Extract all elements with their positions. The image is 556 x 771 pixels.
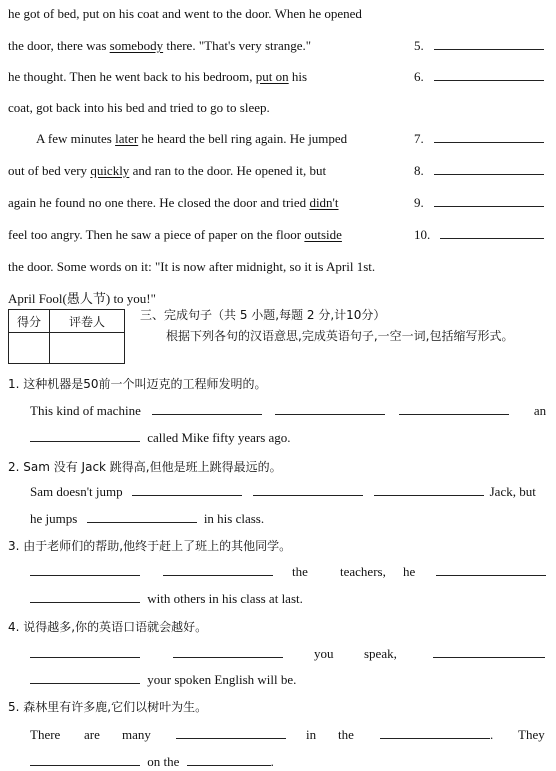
period: . — [270, 754, 274, 769]
text: Jack, but — [489, 484, 536, 499]
text: Sam doesn't jump — [30, 484, 123, 499]
answer-line-7[interactable] — [414, 131, 544, 147]
story-line-5 — [36, 131, 347, 147]
answer-line-8[interactable] — [414, 163, 544, 179]
q4-line-1 — [30, 646, 283, 662]
answer-blank[interactable] — [30, 673, 140, 684]
q3-blank-end[interactable] — [436, 564, 546, 580]
text: his — [288, 69, 308, 84]
answer-number: 8. — [414, 163, 424, 178]
answer-blank[interactable] — [380, 728, 490, 739]
text: This kind of machine — [30, 403, 141, 418]
answer-blank[interactable] — [434, 196, 544, 207]
text: in his class. — [203, 511, 265, 526]
period: . — [490, 727, 494, 742]
q4-blank-end[interactable] — [433, 646, 545, 662]
story-line-3 — [8, 69, 307, 85]
answer-blank[interactable] — [30, 565, 140, 576]
answer-blank[interactable] — [433, 647, 545, 658]
underlined-word: outside — [304, 227, 342, 242]
answer-number: 5. — [414, 38, 424, 53]
grader-header: 评卷人 — [50, 310, 125, 333]
underlined-word: put on — [255, 69, 289, 84]
q3-line-1 — [30, 564, 273, 580]
text: your spoken English will be. — [147, 672, 297, 687]
answer-blank[interactable] — [399, 404, 509, 415]
text: with others in his class at last. — [147, 591, 303, 606]
text: called Mike fifty years ago. — [147, 430, 291, 445]
answer-blank[interactable] — [173, 647, 283, 658]
q4-line-2 — [30, 672, 296, 688]
q5-blank-2[interactable] — [380, 727, 493, 743]
q3-line-2 — [30, 591, 303, 607]
text: he heard the bell ring again. He jumped — [138, 131, 348, 146]
question-3-chinese: 3. 由于老师们的帮助,他终于赶上了班上的其他同学。 — [8, 539, 292, 553]
answer-number: 10. — [414, 227, 431, 242]
q5-word-many: many — [122, 727, 151, 742]
q4-word-you: you — [314, 646, 334, 661]
question-1-chinese: 1. 这种机器是50前一个叫迈克的工程师发明的。 — [8, 377, 267, 391]
answer-blank[interactable] — [253, 485, 363, 496]
text: he thought. Then he went back to his bedroom, — [8, 69, 256, 84]
answer-blank[interactable] — [132, 485, 242, 496]
question-5-chinese: 5. 森林里有许多鹿,它们以树叶为生。 — [8, 700, 208, 714]
q5-line-2 — [30, 754, 274, 770]
answer-number: 9. — [414, 195, 424, 210]
answer-blank[interactable] — [30, 592, 140, 603]
answer-blank[interactable] — [434, 132, 544, 143]
answer-blank[interactable] — [176, 728, 286, 739]
q1-line-1 — [30, 403, 546, 419]
answer-blank[interactable] — [87, 512, 197, 523]
text: there. "That's very strange." — [163, 38, 312, 53]
underlined-word: somebody — [109, 38, 164, 53]
story-line-10: April Fool(愚人节) to you!" — [8, 291, 156, 306]
q3-word-he: he — [403, 564, 416, 579]
score-cell[interactable] — [9, 333, 50, 364]
text: the door, there was — [8, 38, 110, 53]
q5-word-are: are — [84, 727, 100, 742]
text: feel too angry. Then he saw a piece of paper on the floor — [8, 227, 305, 242]
q5-word-there: There — [30, 727, 61, 742]
answer-blank[interactable] — [440, 228, 544, 239]
answer-line-6[interactable] — [414, 69, 544, 85]
question-2-chinese: 2. Sam 没有 Jack 跳得高,但他是班上跳得最远的。 — [8, 460, 282, 474]
text: out of bed very — [8, 163, 91, 178]
underlined-word: later — [115, 131, 139, 146]
story-line-1: he got of bed, put on his coat and went to the door. When he opened — [8, 6, 362, 21]
q4-word-speak: speak, — [364, 646, 397, 661]
underlined-word: didn't — [309, 195, 339, 210]
answer-blank[interactable] — [434, 70, 544, 81]
story-line-6 — [8, 163, 326, 179]
question-4-chinese: 4. 说得越多,你的英语口语就会越好。 — [8, 620, 208, 634]
q5-blank-1[interactable] — [176, 727, 286, 743]
text: he jumps — [30, 511, 78, 526]
answer-blank[interactable] — [434, 39, 544, 50]
section-description: 根据下列各句的汉语意思,完成英语句子,一空一词,包括缩写形式。 — [166, 329, 514, 343]
q3-word-the: the — [292, 564, 308, 579]
q1-line-2 — [30, 430, 291, 446]
text: and ran to the door. He opened it, but — [129, 163, 327, 178]
q5-word-in: in — [306, 727, 317, 742]
answer-blank[interactable] — [152, 404, 262, 415]
q5-word-the: the — [338, 727, 354, 742]
story-line-9: the door. Some words on it: "It is now after midnight, so it is April 1st. — [8, 259, 376, 274]
q2-line-1 — [30, 484, 536, 500]
score-table — [8, 309, 125, 364]
answer-blank[interactable] — [30, 431, 140, 442]
q2-line-2 — [30, 511, 264, 527]
score-header: 得分 — [9, 310, 50, 333]
text: on the — [147, 754, 180, 769]
answer-blank[interactable] — [374, 485, 484, 496]
answer-number: 6. — [414, 69, 424, 84]
story-line-2 — [8, 38, 311, 54]
answer-blank[interactable] — [30, 647, 140, 658]
underlined-word: quickly — [90, 163, 130, 178]
answer-blank[interactable] — [187, 755, 271, 766]
grader-cell[interactable] — [50, 333, 125, 364]
story-line-7 — [8, 195, 339, 211]
answer-blank[interactable] — [30, 755, 140, 766]
text: an — [533, 403, 547, 418]
section-title: 三、完成句子（共 5 小题,每题 2 分,计10分） — [140, 308, 386, 322]
story-line-8 — [8, 227, 342, 243]
answer-line-9[interactable] — [414, 195, 544, 211]
text: again he found no one there. He closed the door and tried — [8, 195, 310, 210]
q5-word-they: They — [518, 727, 545, 742]
text: A few minutes — [36, 131, 116, 146]
answer-line-10[interactable] — [414, 227, 544, 243]
answer-blank[interactable] — [436, 565, 546, 576]
story-line-4: coat, got back into his bed and tried to go to sleep. — [8, 100, 270, 115]
answer-line-5[interactable] — [414, 38, 544, 54]
q3-word-teachers: teachers, — [340, 564, 386, 579]
answer-blank[interactable] — [163, 565, 273, 576]
answer-number: 7. — [414, 131, 424, 146]
answer-blank[interactable] — [275, 404, 385, 415]
answer-blank[interactable] — [434, 164, 544, 175]
